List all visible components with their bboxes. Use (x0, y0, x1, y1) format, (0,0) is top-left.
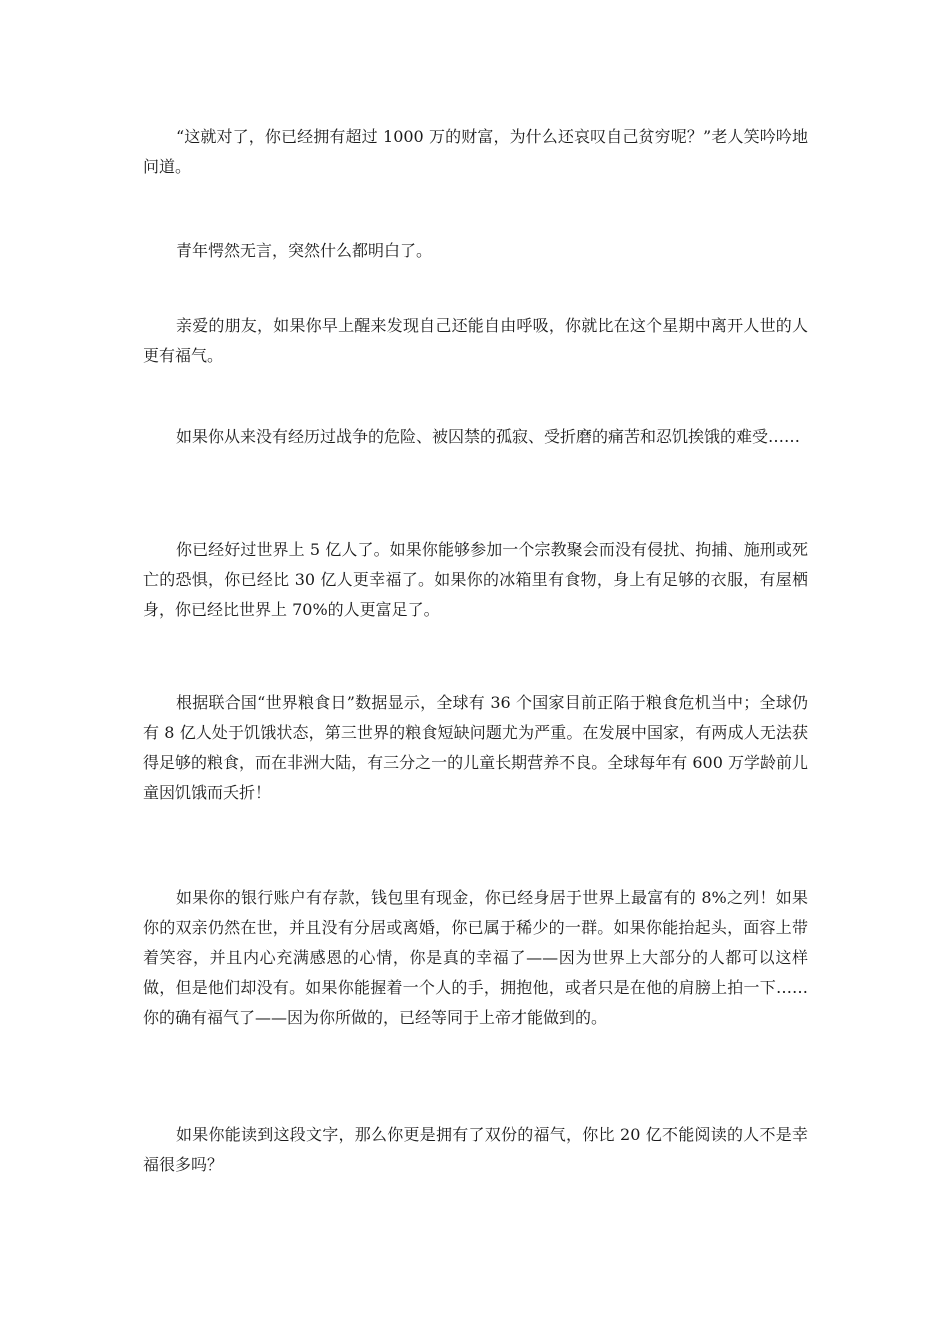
paragraph-7: 如果你的银行账户有存款，钱包里有现金，你已经身居于世界上最富有的 8%之列！如果你的双亲仍然在世，并且没有分居或离婚，你已属于稀少的一群。如果你能抬起头，面容上带着笑容，并且内心充满感恩的心情，你是真的幸福了——因为世界上大部分的人都可以这样做，但是他们却没有。如果你能握着一个人的手，拥抱他，或者只是在他的肩膀上拍一下……你的确有福气了——因为你所做的，已经等同于上帝才能做到的。 (143, 888, 808, 1027)
paragraph-3: 亲爱的朋友，如果你早上醒来发现自己还能自由呼吸，你就比在这个星期中离开人世的人更有福气。 (143, 316, 808, 365)
paragraph-5: 你已经好过世界上 5 亿人了。如果你能够参加一个宗教聚会而没有侵扰、拘捕、施刑或死亡的恐惧，你已经比 30 亿人更幸福了。如果你的冰箱里有食物，身上有足够的衣服，有屋栖身，你已经比世界上 70%的人更富足了。 (143, 540, 808, 619)
paragraph-6: 根据联合国“世界粮食日”数据显示，全球有 36 个国家目前正陷于粮食危机当中；全球仍有 8 亿人处于饥饿状态，第三世界的粮食短缺问题尤为严重。在发展中国家，有两成人无法获得足够的粮食，而在非洲大陆，有三分之一的儿童长期营养不良。全球每年有 600 万学龄前儿童因饥饿而夭折！ (143, 693, 808, 802)
paragraph-8: 如果你能读到这段文字，那么你更是拥有了双份的福气，你比 20 亿不能阅读的人不是幸福很多吗？ (143, 1125, 808, 1174)
paragraph-4: 如果你从来没有经历过战争的危险、被囚禁的孤寂、受折磨的痛苦和忍饥挨饿的难受…… (176, 427, 801, 446)
paragraph-2: 青年愕然无言，突然什么都明白了。 (176, 241, 433, 260)
paragraph-1: “这就对了，你已经拥有超过 1000 万的财富，为什么还哀叹自己贫穷呢？”老人笑吟吟地问道。 (143, 127, 808, 176)
